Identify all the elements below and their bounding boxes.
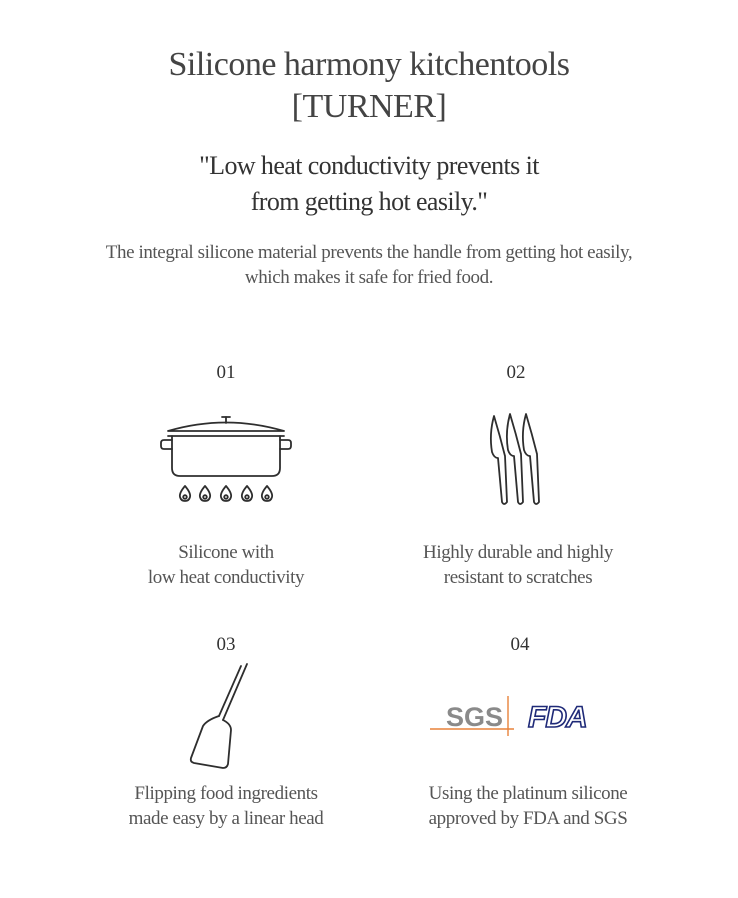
- feature-caption-04-line-1: Using the platinum silicone: [428, 783, 628, 804]
- feature-caption-03-line-1: Flipping food ingredients: [134, 783, 318, 804]
- quote-line-1: "Low heat conductivity prevents it: [199, 151, 539, 180]
- sgs-logo-text: SGS: [446, 702, 504, 732]
- feature-caption-03-line-2: made easy by a linear head: [128, 808, 324, 829]
- turner-spatula-icon: [185, 662, 255, 772]
- description: [0, 240, 738, 290]
- certification-logos-icon: [428, 692, 608, 740]
- feature-caption-04: [368, 781, 688, 831]
- sgs-logo: [430, 696, 514, 736]
- fda-logo: [528, 701, 587, 734]
- utensils-icon: [488, 410, 548, 508]
- fda-logo-text: FDA: [528, 701, 587, 734]
- feature-number-04: 04: [510, 634, 530, 655]
- feature-caption-03: [66, 781, 386, 831]
- feature-caption-01-line-1: Silicone with: [178, 542, 274, 563]
- feature-number-01: 01: [216, 362, 236, 383]
- feature-number-02: 02: [506, 362, 526, 383]
- feature-caption-01: [66, 540, 386, 590]
- quote-line-2: from getting hot easily.": [250, 187, 488, 216]
- feature-caption-02: [358, 540, 678, 590]
- feature-number-03: 03: [216, 634, 236, 655]
- description-line-2: which makes it safe for fried food.: [244, 267, 494, 288]
- feature-caption-02-line-2: resistant to scratches: [443, 567, 593, 588]
- description-line-1: The integral silicone material prevents the handle from getting hot easily,: [105, 242, 633, 263]
- feature-caption-04-line-2: approved by FDA and SGS: [428, 808, 628, 829]
- quote-block: [0, 148, 738, 220]
- feature-caption-01-line-2: low heat conductivity: [147, 567, 305, 588]
- title-line-1: Silicone harmony kitchentools: [168, 46, 570, 83]
- feature-caption-02-line-1: Highly durable and highly: [423, 542, 613, 563]
- page-title: [0, 44, 738, 128]
- pot-on-stove-icon: [150, 410, 310, 510]
- title-line-2: [TURNER]: [291, 88, 447, 125]
